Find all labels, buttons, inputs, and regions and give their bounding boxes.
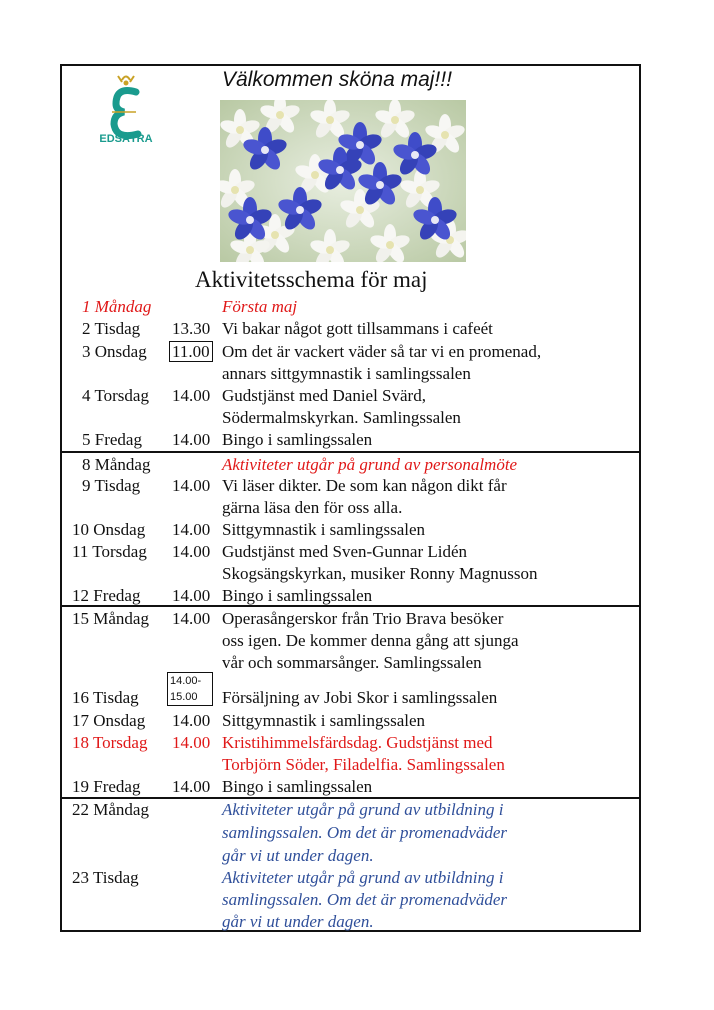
page-title: Välkommen sköna maj!!! — [222, 68, 452, 91]
time-label: 14.00 — [172, 609, 211, 628]
day-label: 2 Tisdag — [82, 319, 141, 338]
activity-text: samlingssalen. Om det är promenadväder — [222, 823, 508, 842]
day-label: 1 Måndag — [82, 297, 152, 316]
time-label: 14.00 — [172, 733, 211, 752]
day-label: 4 Torsdag — [82, 386, 149, 405]
week-divider — [60, 451, 641, 453]
day-label: 11 Torsdag — [72, 542, 147, 561]
time-label: 14.00 — [172, 586, 211, 605]
day-label: 10 Onsdag — [72, 520, 146, 539]
activity-text: Gudstjänst med Daniel Svärd, — [222, 386, 426, 405]
activity-text: Vi läser dikter. De som kan någon dikt får — [222, 476, 507, 495]
day-label: 8 Måndag — [82, 455, 151, 474]
day-label: 19 Fredag — [72, 777, 141, 796]
edsatra-logo — [86, 72, 166, 150]
activity-text: Aktiviteter utgår på grund av utbildning i — [222, 868, 504, 887]
activity-text: Bingo i samlingssalen — [222, 430, 373, 449]
week-divider — [60, 797, 641, 799]
time-label: 13.30 — [172, 319, 211, 338]
activity-text: Bingo i samlingssalen — [222, 586, 373, 605]
activity-text: Vi bakar något gott tillsammans i cafeét — [222, 319, 493, 338]
day-label: 23 Tisdag — [72, 868, 139, 887]
activity-text: Sittgymnastik i samlingssalen — [222, 711, 426, 730]
schedule-heading: Aktivitetsschema för maj — [195, 267, 428, 292]
time-range-box — [167, 672, 213, 706]
time-range-end: 15.00 — [170, 691, 198, 703]
time-label: 14.00 — [172, 520, 211, 539]
activity-text: Kristihimmelsfärdsdag. Gudstjänst med — [222, 733, 493, 752]
time-label: 14.00 — [172, 430, 211, 449]
time-range-start: 14.00- — [170, 675, 202, 687]
activity-text: går vi ut under dagen. — [222, 912, 374, 931]
activity-text: Om det är vackert väder så tar vi en promenad, — [222, 342, 542, 361]
time-label: 14.00 — [172, 476, 211, 495]
time-label-boxed: 11.00 — [169, 341, 213, 362]
activity-text: Bingo i samlingssalen — [222, 777, 373, 796]
day-label: 22 Måndag — [72, 800, 149, 819]
hepatica-flowers-photo — [220, 100, 466, 262]
time-label: 14.00 — [172, 386, 211, 405]
day-label: 5 Fredag — [82, 430, 142, 449]
day-label: 18 Torsdag — [72, 733, 148, 752]
activity-text: samlingssalen. Om det är promenadväder — [222, 890, 508, 909]
day-label: 12 Fredag — [72, 586, 141, 605]
activity-text: Gudstjänst med Sven-Gunnar Lidén — [222, 542, 468, 561]
activity-text: Skogsängskyrkan, musiker Ronny Magnusson — [222, 564, 538, 583]
activity-text: går vi ut under dagen. — [222, 846, 374, 865]
activity-text: Försäljning av Jobi Skor i samlingssalen — [222, 688, 498, 707]
day-label: 16 Tisdag — [72, 688, 139, 707]
activity-text: annars sittgymnastik i samlingssalen — [222, 364, 471, 383]
day-label: 3 Onsdag — [82, 342, 147, 361]
time-label: 14.00 — [172, 711, 211, 730]
day-label: 15 Måndag — [72, 609, 149, 628]
activity-text: Södermalmskyrkan. Samlingssalen — [222, 408, 461, 427]
day-label: 17 Onsdag — [72, 711, 146, 730]
activity-text: gärna läsa den för oss alla. — [222, 498, 403, 517]
activity-text: Aktiviteter utgår på grund av personalmöte — [222, 455, 518, 474]
activity-text: oss igen. De kommer denna gång att sjunga — [222, 631, 519, 650]
logo-text: EDSÄTRA — [99, 133, 153, 145]
activity-text: Sittgymnastik i samlingssalen — [222, 520, 426, 539]
day-label: 9 Tisdag — [82, 476, 141, 495]
activity-text: vår och sommarsånger. Samlingssalen — [222, 653, 482, 672]
activity-text: Första maj — [222, 297, 298, 316]
activity-text: Aktiviteter utgår på grund av utbildning i — [222, 800, 504, 819]
time-label: 14.00 — [172, 542, 211, 561]
activity-text: Torbjörn Söder, Filadelfia. Samlingssalen — [222, 755, 505, 774]
time-label: 14.00 — [172, 777, 211, 796]
activity-text: Operasångerskor från Trio Brava besöker — [222, 609, 504, 628]
